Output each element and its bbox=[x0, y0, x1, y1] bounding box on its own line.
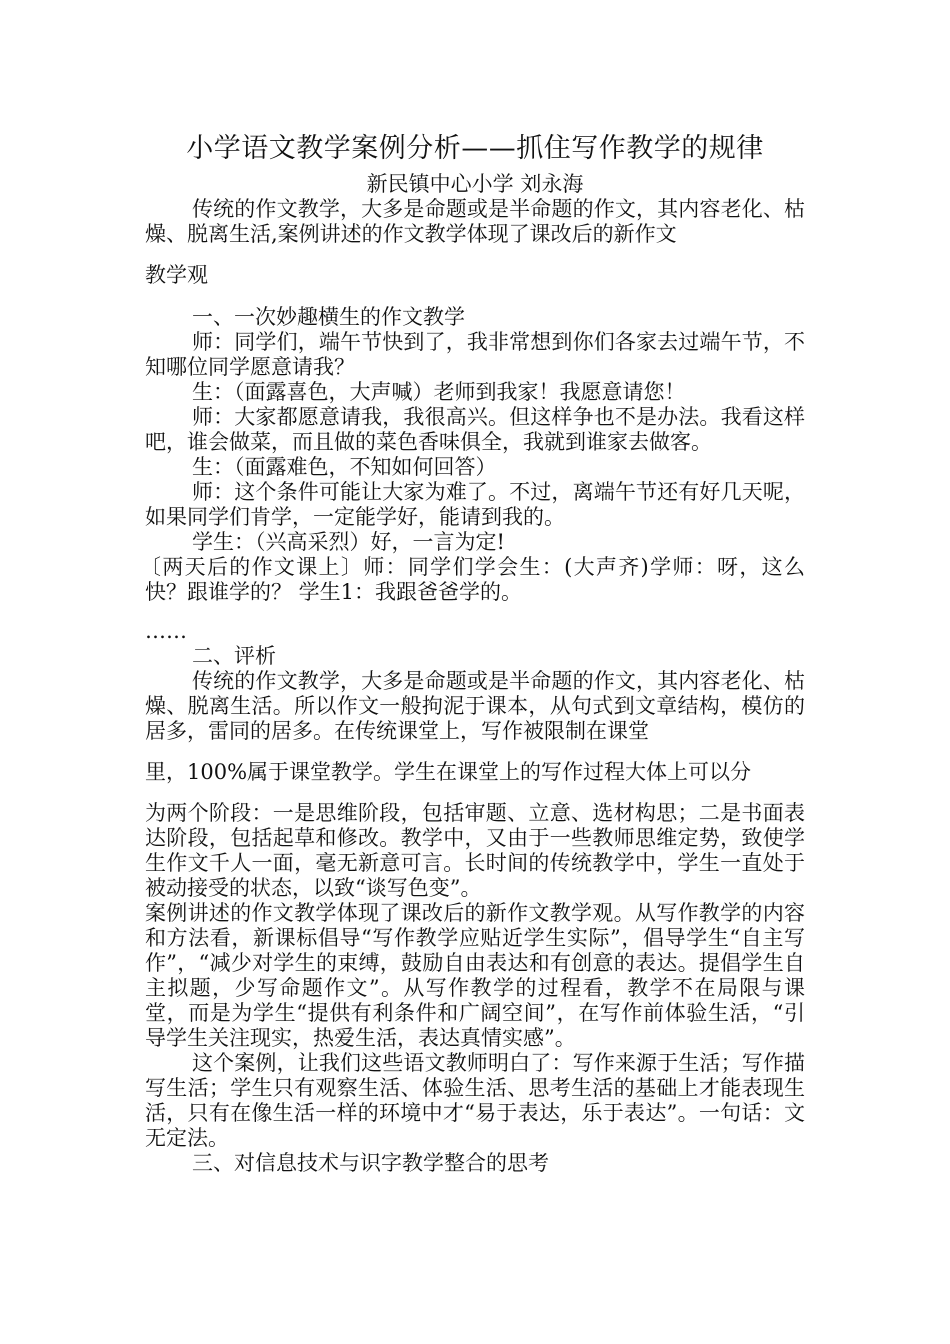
dialogue-line: 师：这个条件可能让大家为难了。不过，离端午节还有好几天呢，如果同学们肯学，一定能学好，能请到我的。 bbox=[145, 480, 805, 529]
dialogue-line: 师：大家都愿意请我，我很高兴。但这样争也不是办法。我看这样吧，谁会做菜，而且做的菜色香味俱全，我就到谁家去做客。 bbox=[145, 405, 805, 454]
document-title: 小学语文教学案例分析——抓住写作教学的规律 bbox=[186, 133, 764, 164]
section-heading-1: 一、一次妙趣横生的作文教学 bbox=[192, 305, 465, 329]
analysis-paragraph: 这个案例，让我们这些语文教师明白了：写作来源于生活；写作描写生活；学生只有观察生活、体验生活、思考生活的基础上才能表现生活，只有在像生活一样的环境中才“易于表达，乐于表达”。一句话：文无定法。 bbox=[145, 1051, 805, 1150]
analysis-paragraph: 为两个阶段：一是思维阶段，包括审题、立意、选材构思；二是书面表达阶段，包括起草和修改。教学中，又由于一些教师思维定势，致使学生作文千人一面，毫无新意可言。长时间的传统教学中，学生一直处于被动接受的状态，以致“谈写色变”。 bbox=[145, 801, 805, 900]
dialogue-line: 师：同学们，端午节快到了，我非常想到你们各家去过端午节，不知哪位同学愿意请我？ bbox=[145, 330, 805, 379]
later-class-paragraph: 〔两天后的作文课上〕师：同学们学会生：(大声齐)学师：呀，这么快？跟谁学的？ 学生1：我跟爸爸学的。 bbox=[140, 555, 805, 604]
author-line: 新民镇中心小学 刘永海 bbox=[366, 172, 584, 196]
analysis-paragraph: 传统的作文教学，大多是命题或是半命题的作文，其内容老化、枯燥、脱离生活。所以作文一般拘泥于课本，从句式到文章结构，模仿的居多，雷同的居多。在传统课堂上，写作被限制在课堂 bbox=[145, 669, 805, 743]
document-body bbox=[140, 172, 805, 1176]
section-heading-3: 三、对信息技术与识字教学整合的思考 bbox=[192, 1151, 549, 1175]
dialogue-line: 生：（面露难色，不知如何回答） bbox=[192, 455, 497, 479]
section-heading-2: 二、评析 bbox=[192, 644, 276, 668]
intro-tail: 教学观 bbox=[145, 263, 208, 287]
ellipsis: …… bbox=[145, 619, 187, 643]
analysis-paragraph: 案例讲述的作文教学体现了课改后的新作文教学观。从写作教学的内容和方法看，新课标倡导“写作教学应贴近学生实际”，倡导学生“自主写作”，“减少对学生的束缚，鼓励自由表达和有创意的表达。提倡学生自主拟题，少写命题作文”。从写作教学的过程看，教学不在局限与课堂，而是为学生“提供有利条件和广阔空间”，在写作前体验生活，“引导学生关注现实，热爱生活，表达真情实感”。 bbox=[145, 901, 805, 1050]
dialogue-line: 学生：（兴高采烈）好，一言为定! bbox=[192, 530, 505, 554]
analysis-paragraph: 里，100%属于课堂教学。学生在课堂上的写作过程大体上可以分 bbox=[145, 760, 752, 784]
intro-paragraph: 传统的作文教学，大多是命题或是半命题的作文，其内容老化、枯燥、脱离生活,案例讲述的作文教学体现了课改后的新作文 bbox=[145, 197, 805, 246]
dialogue-line: 生：（面露喜色，大声喊）老师到我家！我愿意请您！ bbox=[192, 380, 686, 404]
